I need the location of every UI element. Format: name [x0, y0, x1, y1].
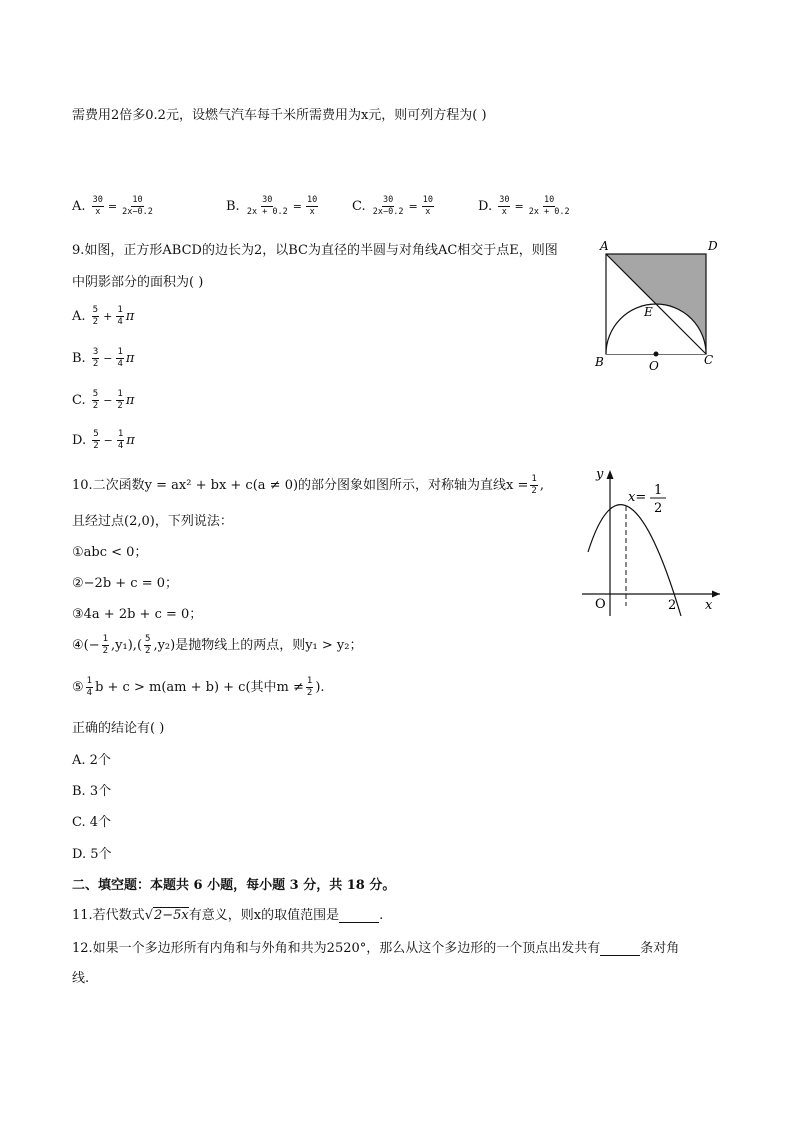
frac-den: x: [501, 207, 507, 217]
q10-stem-text: 10.二次函数y = ax² + bx + c(a ≠ 0)的部分图象如图所示，对称轴为直线x =: [72, 478, 529, 493]
frac-num: 1: [117, 429, 124, 439]
label-d: D: [708, 239, 718, 253]
y-axis-arrow: [607, 470, 614, 479]
option-8-b[interactable]: B. $\frac{30}{2x + 0.2}$ = $\frac{10}{x}$: [226, 195, 318, 217]
frac-den: 2: [92, 359, 99, 369]
operator: +: [103, 310, 113, 323]
section-title: 二、填空题：: [72, 878, 151, 893]
label-e: E: [644, 305, 653, 319]
frac-num: 30: [92, 195, 103, 205]
frac-num: 1: [531, 474, 537, 484]
frac-den: 2: [92, 401, 99, 411]
label-two: 2: [668, 598, 677, 613]
frac-num: 3: [92, 347, 99, 357]
frac-num: 10: [307, 195, 318, 205]
option-8-d[interactable]: D. $\frac{30}{x}$ = $\frac{10}{2x + 0.2}$: [478, 195, 570, 217]
sqrt-symbol: √: [144, 908, 153, 923]
parabola-graph: [578, 464, 726, 620]
frac-num: 1: [306, 676, 313, 686]
option-label: C.: [352, 199, 366, 214]
frac-den: 4: [117, 317, 123, 327]
frac-num: 5: [92, 305, 99, 315]
statement-5: [72, 676, 325, 698]
option-label: D.: [478, 199, 493, 214]
q12-text: 12.如果一个多边形所有内角和与外角和共为2520°，那么从这个多边形的一个顶点出发共有: [72, 941, 601, 956]
q9-stem-line2: 中阴影部分的面积为( ): [72, 275, 204, 290]
frac-num: 5: [92, 389, 99, 399]
q10-stem-line2: 且经过点(2,0)，下列说法：: [72, 514, 233, 529]
label-axis-den: 2: [654, 501, 663, 516]
frac-num: 10: [132, 195, 143, 205]
option-label: D.: [72, 433, 87, 448]
statement-text: ④(−: [72, 638, 100, 653]
frac-den: 2: [92, 317, 99, 327]
question-intro-line: 需费用2倍多0.2元，设燃气汽车每千米所需费用为x元，则可列方程为( ): [72, 108, 487, 123]
section-desc: 本题共 6 小题，每小题 3 分，共 18 分。: [150, 878, 396, 893]
punct: ,: [539, 478, 544, 493]
frac-den: 2: [145, 646, 151, 656]
pi-symbol: π: [125, 309, 135, 324]
q12-text: 条对角: [640, 941, 680, 956]
label-origin: O: [595, 597, 606, 612]
statement-text: ).: [315, 680, 325, 695]
frac-num: 1: [117, 389, 123, 399]
q9-stem-line1: 9.如图，正方形ABCD的边长为2，以BC为直径的半圆与对角线AC相交于点E，则图: [72, 243, 558, 258]
frac-den: 2: [306, 688, 313, 698]
section-2-heading: [72, 874, 395, 893]
frac-num: 1: [102, 634, 109, 644]
option-10-d[interactable]: D. 5个: [72, 847, 112, 862]
pi-symbol: π: [125, 393, 135, 408]
option-9-a[interactable]: [72, 306, 134, 327]
square-semicircle-figure: [590, 234, 724, 372]
answer-blank[interactable]: [339, 910, 379, 923]
radicand: 2−5x: [153, 908, 189, 923]
option-9-c[interactable]: [72, 390, 134, 411]
frac-den: 2: [102, 646, 109, 656]
frac-num: 30: [499, 195, 510, 205]
pi-symbol: π: [126, 433, 135, 448]
option-label: B.: [72, 351, 86, 366]
punct: .: [379, 908, 384, 923]
statement-text: b + c > m(am + b) + c(其中m ≠: [95, 680, 304, 695]
shaded-region-fill: [606, 254, 706, 304]
frac-num: 1: [86, 676, 93, 686]
statement-3: ③4a + 2b + c = 0；: [72, 607, 203, 622]
frac-den: 2x + 0.2: [528, 207, 570, 217]
frac-num: 1: [117, 347, 123, 357]
option-10-c[interactable]: C. 4个: [72, 815, 112, 830]
center-point-o: [654, 352, 659, 357]
statement-1: ①abc < 0；: [72, 545, 148, 560]
option-9-d[interactable]: [72, 430, 135, 451]
operator: −: [103, 394, 113, 407]
frac-den: 2: [117, 401, 123, 411]
frac-den: x: [309, 207, 315, 217]
frac-num: 1: [117, 305, 123, 315]
statement-4: [72, 634, 362, 656]
frac-den: 2: [93, 441, 99, 451]
answer-blank[interactable]: [600, 943, 640, 956]
operator: −: [103, 434, 113, 447]
frac-num: 10: [422, 195, 433, 205]
label-y: y: [596, 467, 604, 482]
label-x: x: [705, 598, 713, 613]
label-c: C: [704, 353, 714, 367]
q11-stem: [72, 904, 383, 923]
option-10-b[interactable]: B. 3个: [72, 784, 112, 799]
option-8-a[interactable]: A. $\frac{30}{x}$ = $\frac{10}{2x-0.2}$: [72, 195, 153, 217]
frac-num: 5: [145, 634, 151, 644]
label-o: O: [649, 359, 659, 372]
q12-stem-line1: [72, 937, 679, 956]
option-9-b[interactable]: [72, 348, 134, 369]
q11-text: 11.若代数式: [72, 908, 145, 923]
frac-den: 2x + 0.2: [246, 207, 288, 217]
frac-den: 2x−0.2: [372, 207, 404, 217]
x-axis-arrow: [712, 591, 720, 598]
option-label: A.: [72, 309, 86, 324]
operator: −: [103, 352, 113, 365]
label-a: A: [600, 239, 609, 253]
q10-ask: 正确的结论有( ): [72, 721, 165, 736]
option-label: A.: [72, 199, 86, 214]
frac-den: 4: [117, 359, 123, 369]
option-10-a[interactable]: A. 2个: [72, 753, 111, 768]
frac-den: 4: [117, 441, 124, 451]
frac-den: x: [95, 207, 101, 217]
pi-symbol: π: [125, 351, 135, 366]
label-b: B: [595, 355, 604, 369]
frac-num: 30: [383, 195, 394, 205]
q10-stem-line1: [72, 474, 544, 496]
frac-den: x: [425, 207, 431, 217]
statement-text: ,y₂)是抛物线上的两点，则y₁ > y₂；: [153, 638, 363, 653]
statement-text: ,y₁),(: [111, 638, 143, 653]
label-axis-num: 1: [654, 483, 663, 498]
frac-den: 2x−0.2: [122, 207, 153, 217]
q11-text: 有意义，则x的取值范围是: [188, 908, 340, 923]
statement-text: ⑤: [72, 680, 84, 695]
option-8-c[interactable]: C. $\frac{30}{2x-0.2}$ = $\frac{10}{x}$: [352, 195, 433, 217]
label-axis-eq: x=: [628, 490, 647, 505]
option-label: C.: [72, 393, 86, 408]
q12-stem-line2: 线.: [72, 971, 90, 986]
frac-den: 2: [531, 486, 537, 496]
option-label: B.: [226, 199, 240, 214]
frac-num: 30: [262, 195, 273, 205]
frac-num: 5: [93, 429, 99, 439]
frac-num: 10: [544, 195, 555, 205]
frac-den: 4: [86, 688, 93, 698]
statement-2: ②−2b + c = 0；: [72, 576, 179, 591]
